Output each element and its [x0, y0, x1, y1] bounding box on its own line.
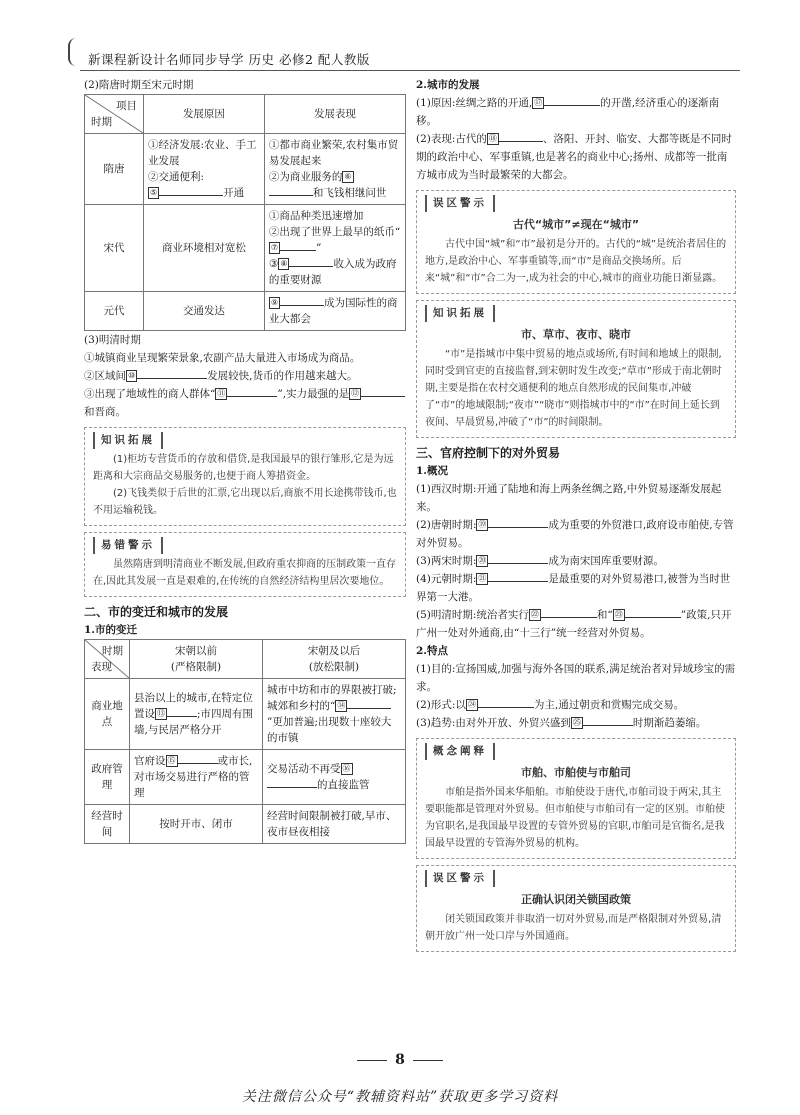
fill-blank[interactable]: [541, 617, 597, 618]
period-yuan: 元代: [85, 292, 144, 331]
corner-top: 项目: [116, 100, 137, 112]
footer-note: 关注微信公众号“教辅资料站”获取更多学习资料: [241, 1089, 559, 1105]
perf-line: 收入成为政府的重要财源: [268, 258, 397, 286]
text: (2)形式:以: [416, 699, 466, 711]
overview-5: [416, 606, 736, 642]
right-column: [416, 76, 736, 958]
cell-after-song: [263, 750, 406, 805]
box-title: 易错警示: [93, 537, 163, 554]
box-text: 古代中国“城”和“市”最初是分开的。古代的“城”是统治者居住的地方,是政治中心、军事重镇等,而“市”是商品交换场所。后来“城”和“市”合二为一,成为社会的中心,城市的商业功能日渐显露。: [425, 239, 727, 284]
ming-point-2: [84, 367, 406, 385]
text: 成为南宋国库重要财源。: [548, 555, 664, 567]
col-label: 宋朝以前: [175, 645, 217, 657]
blank-number: ⑧: [280, 259, 288, 268]
perf-line: ②为商业服务的: [268, 171, 343, 183]
box-text: 市舶是指外国来华船舶。市舶使设于唐代,市舶司设于两宋,其主要职能都是管理对外贸易。但市舶使与市舶司有一定的区别。市舶使为官职名,是我国最早设置的专管外贸易的官职,市舶司是官衙名,是我国最早设置的专管海外贸易的机构。: [425, 787, 725, 849]
fill-blank[interactable]: [227, 396, 277, 397]
blank-number: ⑮: [167, 756, 176, 765]
text: 、洛阳、开封、临安、大都等既是不同时期的政治中心、军事重镇,也是著名的商业中心;扬州、成都等一批南方城市成为当时最繁荣的大都会。: [416, 133, 732, 181]
blank-number: ⑪: [217, 389, 226, 398]
text: 发展较快,货币的作用越来越大。: [207, 370, 358, 382]
trait-3: [416, 714, 736, 732]
fill-blank[interactable]: [488, 581, 548, 582]
page-number: [340, 1052, 460, 1068]
perf-line: ”: [316, 242, 322, 254]
ming-point-1: ①城镇商业呈现繁荣景象,农副产品大量进入市场成为商品。: [84, 352, 361, 364]
perf-line: ②出现了世界上最早的纸币“: [268, 226, 401, 238]
fill-blank[interactable]: [159, 195, 223, 196]
header-bracket: [68, 38, 80, 66]
blank-number: ㉓: [614, 610, 623, 619]
row-label: 经营时间: [85, 805, 130, 844]
box-text: 闭关锁国政策并非取消一切对外贸易,而是严格限制对外贸易,清朝开放广州一处口岸与外国通商。: [425, 914, 722, 942]
corner-bottom: 时期: [91, 116, 112, 128]
cause-line: ②交通便利:: [148, 171, 205, 183]
subsection-title: 2.特点: [416, 645, 448, 657]
period-sui-tang: 隋唐: [85, 134, 144, 205]
box-text: “市”是指城市中集中贸易的地点或场所,有时间和地域上的限制,同时受到官吏的直接监督,到宋朝时发生改变;“草市”形成于南北朝时期,主要是指在农村交通便利的地点自然形成的民间集市,冲破了“市”的地域限制;“夜市”“晓市”则指城市中的“市”在时间上延长到夜间、早晨贸易,冲破了“市”的时间限制。: [425, 349, 722, 428]
col-label: 宋朝及以后: [307, 645, 361, 657]
cell-cause: 商业环境相对宽松: [144, 205, 265, 292]
blank-number: ㉕: [572, 718, 581, 727]
sui-song-yuan-table: [84, 94, 406, 331]
perf-line: ③: [268, 258, 279, 270]
text: ;市四周有围墙,与民居严格分开: [134, 708, 254, 736]
market-change-table: [84, 639, 406, 844]
fill-blank[interactable]: [280, 305, 324, 306]
text: ”政策,只开广州一处对外通商,由“十三行”统一经营对外贸易。: [416, 609, 732, 639]
blank-number: ㉑: [478, 574, 487, 583]
cell-performance: [264, 205, 405, 292]
box-title: 误区警示: [425, 195, 495, 212]
fill-blank[interactable]: [137, 378, 207, 379]
col-header-cause: 发展原因: [144, 95, 265, 134]
col-sublabel: (放松限制): [308, 661, 360, 673]
row-label: 政府管理: [85, 750, 130, 805]
perf-line: 和飞钱相继问世: [312, 187, 387, 199]
text: ②区域间: [84, 370, 126, 382]
blank-number: ⑤: [150, 188, 158, 197]
fill-blank[interactable]: [488, 563, 548, 564]
text: 或市长,对市场交易进行严格的管理: [134, 755, 253, 799]
blank-number: ⑳: [478, 556, 487, 565]
text: 和“: [596, 609, 613, 621]
ming-point-3: [84, 385, 406, 421]
fill-blank[interactable]: [583, 725, 633, 726]
text: 官府设: [134, 755, 166, 767]
text: 县治以上的城市,在特定位置设: [134, 692, 253, 720]
text: 是最重要的对外贸易港口,被誉为当时世界第一大港。: [416, 573, 731, 603]
cause-line: ①经济发展:农业、手工业发展: [148, 139, 257, 167]
fill-blank[interactable]: [361, 396, 405, 397]
overview-2: [416, 516, 736, 552]
text: ”,实力最强的是: [277, 388, 350, 400]
blank-number: ⑭: [337, 701, 346, 710]
fill-blank[interactable]: [269, 195, 313, 196]
cell-cause: 交通发达: [144, 292, 265, 331]
knowledge-extension-box: [416, 300, 736, 438]
cell-before-song: 按时开市、闭市: [130, 805, 263, 844]
running-header: 新课程新设计名师同步导学 历史 必修2 配人教版: [88, 52, 370, 67]
error-warning-box: [84, 532, 406, 597]
text: 的直接监管: [317, 779, 370, 791]
blank-number: ⑯: [342, 764, 351, 773]
blank-number: ⑩: [128, 371, 136, 380]
fill-blank[interactable]: [478, 707, 534, 708]
text: (2)唐朝时期:: [416, 519, 477, 531]
col-header: [263, 640, 406, 679]
page-number-text: 8: [395, 1052, 405, 1068]
box-heading: 古代“城市”≠现在“城市”: [512, 218, 640, 231]
fill-blank[interactable]: [499, 141, 543, 142]
fill-blank[interactable]: [488, 527, 548, 528]
text: 交易活动不再受: [267, 763, 341, 775]
text: 时期渐趋萎缩。: [632, 717, 707, 729]
text: (1)原因:丝绸之路的开通,: [416, 97, 533, 109]
knowledge-extension-box: [84, 427, 406, 526]
text: 成为重要的外贸港口,政府设市舶使,专管对外贸易。: [416, 519, 734, 549]
misconception-box: [416, 190, 736, 294]
text: ”更加普遍;出现数十座较大的市镇: [267, 716, 392, 744]
header-rule: [80, 70, 740, 71]
blank-number: ㉔: [467, 700, 476, 709]
concept-box: [416, 738, 736, 859]
box-title: 概念阐释: [425, 743, 495, 760]
corner-bottom: 表现: [91, 661, 112, 673]
box-text: (2)飞钱类似于后世的汇票,它出现以后,商旅不用长途携带钱币,也不用运输税钱。: [93, 488, 397, 516]
cell-before-song: [130, 750, 263, 805]
col-header: [130, 640, 263, 679]
perf-line: ①商品种类迅速增加: [268, 210, 364, 222]
text: 的开凿,经济重心的逐渐南移。: [416, 97, 720, 127]
cell-before-song: [130, 679, 263, 750]
col-header-performance: 发展表现: [264, 95, 405, 134]
blank-number: ⑨: [270, 298, 279, 307]
subsection-title: 1.概况: [416, 465, 448, 477]
subsection-title: (2)隋唐时期至宋元时期: [84, 79, 194, 91]
box-title: 误区警示: [425, 870, 495, 887]
text: (4)元朝时期:: [416, 573, 477, 585]
text: 为主,通过朝贡和赏赐完成交易。: [533, 699, 685, 711]
city-performance: [416, 130, 736, 184]
text: 和晋商。: [84, 406, 126, 418]
fill-blank[interactable]: [267, 787, 317, 788]
fill-blank[interactable]: [167, 716, 197, 717]
table-corner: [85, 95, 144, 134]
blank-number: ⑥: [344, 172, 352, 181]
city-reason: [416, 94, 736, 130]
blank-number: ⑲: [478, 520, 487, 529]
trait-2: [416, 696, 736, 714]
box-heading: 市、草市、夜市、晓市: [521, 328, 631, 341]
blank-number: ⑬: [157, 709, 165, 718]
text: ③出现了地域性的商人群体“: [84, 388, 216, 400]
box-heading: 正确认识闭关锁国政策: [521, 893, 631, 906]
box-title: 知识拓展: [93, 432, 163, 449]
box-heading: 市舶、市舶使与市舶司: [521, 766, 631, 779]
period-song: 宋代: [85, 205, 144, 292]
box-title: 知识拓展: [425, 305, 495, 322]
blank-number: ⑦: [270, 243, 279, 252]
text: (2)表现:古代的: [416, 133, 487, 145]
col-sublabel: (严格限制): [170, 661, 222, 673]
cause-line: 开通: [223, 187, 245, 199]
cell-after-song: [263, 679, 406, 750]
overview-1: (1)西汉时期:开通了陆地和海上两条丝绸之路,中外贸易逐渐发展起来。: [416, 483, 722, 513]
section-title: 二、市的变迁和城市的发展: [84, 605, 229, 619]
misconception-box: [416, 865, 736, 952]
fill-blank[interactable]: [347, 708, 391, 709]
box-text: 虽然隋唐到明清商业不断发展,但政府重农抑商的压制政策一直存在,因此其发展一直是艰难的,在传统的自然经济结构里居次要地位。: [93, 559, 397, 587]
overview-3: [416, 552, 736, 570]
left-column: [84, 76, 406, 844]
perf-line: ①都市商业繁荣,农村集市贸易发展起来: [268, 139, 399, 167]
blank-number: ⑰: [534, 98, 543, 107]
box-text: (1)柜坊专营货币的存放和借贷,是我国最早的银行雏形,它是为远距离和大宗商品交易服务的,也便于商人筹措资金。: [93, 454, 394, 482]
table-corner: [85, 640, 130, 679]
subsection-title: 1.市的变迁: [84, 624, 137, 636]
subsection-title: (3)明清时期: [84, 334, 141, 346]
fill-blank[interactable]: [544, 105, 600, 106]
blank-number: ㉒: [530, 610, 539, 619]
trait-1: (1)目的:宣扬国威,加强与海外各国的联系,满足统治者对异域珍宝的需求。: [416, 663, 736, 693]
text: (3)两宋时期:: [416, 555, 477, 567]
fill-blank[interactable]: [625, 617, 681, 618]
text: (3)趋势:由对外开放、外贸兴盛到: [416, 717, 571, 729]
overview-4: [416, 570, 736, 606]
cell-after-song: 经营时间限制被打破,早市、夜市昼夜相接: [263, 805, 406, 844]
fill-blank[interactable]: [178, 763, 218, 764]
cell-cause: [144, 134, 265, 205]
fill-blank[interactable]: [280, 250, 316, 251]
blank-number: ⑱: [488, 134, 497, 143]
text: 城市中坊和市的界限被打破;城郊和乡村的“: [267, 684, 397, 712]
row-label: 商业地点: [85, 679, 130, 750]
fill-blank[interactable]: [289, 266, 333, 267]
corner-top: 时期: [102, 645, 123, 657]
perf-line: 成为国际性的商业大都会: [268, 297, 398, 325]
text: (5)明清时期:统治者实行: [416, 609, 529, 621]
blank-number: ⑫: [351, 389, 360, 398]
cell-performance: [264, 134, 405, 205]
section-title: 三、官府控制下的对外贸易: [416, 446, 561, 460]
subsection-title: 2.城市的发展: [416, 79, 480, 91]
cell-performance: [264, 292, 405, 331]
